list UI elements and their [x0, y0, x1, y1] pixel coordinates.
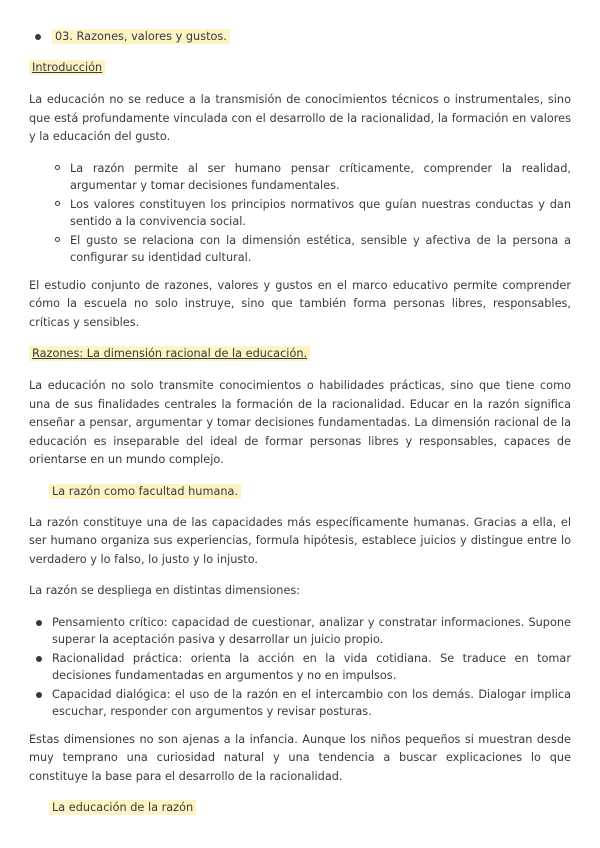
intro-heading-text: Introducción	[29, 60, 105, 75]
list-item-text: Racionalidad práctica: orienta la acción en la vida cotidiana. Se traduce en tomar decisiones fundamentadas en argumentos y no en impulsos.	[52, 651, 571, 682]
circle-bullet-icon	[55, 201, 60, 206]
bullet-icon	[35, 34, 41, 40]
subheading-text: La educación de la razón	[49, 800, 196, 815]
bullet-icon	[36, 692, 42, 698]
bullet-icon	[36, 620, 42, 626]
top-item-text: 03. Razones, valores y gustos.	[52, 29, 230, 44]
circle-bullet-icon	[55, 237, 60, 242]
intro-closing-paragraph: El estudio conjunto de razones, valores y gustos en el marco educativo permite comprender cómo la escuela no solo instruye, sino que también forma personas libres, responsables, críticas y sensibles.	[29, 278, 571, 329]
reason-paragraph: La razón constituye una de las capacidades más específicamente humanas. Gracias a ella, el ser humano organiza sus experiencias, formula hipótesis, establece juicios y distingue entre lo verdadero y lo falso, lo justo y lo injusto.	[29, 515, 571, 566]
section-heading	[29, 345, 571, 363]
intro-heading	[29, 59, 571, 77]
list-item-text: El gusto se relaciona con la dimensión estética, sensible y afectiva de la persona a configurar su identidad cultural.	[70, 233, 571, 264]
list-item	[29, 160, 571, 194]
list-item-text: Pensamiento crítico: capacidad de cuestionar, analizar y constratar informaciones. Supone superar la aceptación pasiva y desarrollar un juicio propio.	[52, 615, 571, 646]
section-heading-text: Razones: La dimensión racional de la educación.	[29, 346, 310, 361]
list-item	[29, 232, 571, 266]
intro-paragraph: La educación no se reduce a la transmisión de conocimientos técnicos o instrumentales, sino que está profundamente vinculada con el desarrollo de la racionalidad, la formación en valores y la educación del gusto.	[29, 93, 571, 143]
list-item	[29, 614, 571, 648]
list-item-text: Los valores constituyen los principios normativos que guían nuestras conductas y dan sentido a la convivencia social.	[70, 197, 571, 228]
subheading-text: La razón como facultad humana.	[49, 484, 241, 499]
list-item	[29, 650, 571, 684]
dimensions-list	[29, 614, 571, 720]
list-item-text: La razón permite al ser humano pensar críticamente, comprender la realidad, argumentar y tomar decisiones fundamentales.	[70, 161, 571, 192]
bullet-icon	[36, 656, 42, 662]
intro-list	[29, 160, 571, 266]
section-paragraph: La educación no solo transmite conocimientos o habilidades prácticas, sino que tiene como una de sus finalidades centrales la formación de la racionalidad. Educar en la razón significa enseñar a pensar, argumentar y tomar decisiones fundamentadas. La dimensión racional de la educación es inseparable del ideal de formar personas libres y responsables, capaces de orientarse en un mundo complejo.	[29, 379, 571, 466]
dimensions-closing-paragraph: Estas dimensiones no son ajenas a la infancia. Aunque los niños pequeños si muestran desde muy temprano una curiosidad natural y una tendencia a buscar explicaciones lo que constituye la base para el desarrollo de la racionalidad.	[29, 732, 571, 783]
list-item-text: Capacidad dialógica: el uso de la razón en el intercambio con los demás. Dialogar implica escuchar, responder con argumentos y revisar posturas.	[52, 687, 571, 718]
subheading-reason-faculty	[29, 483, 571, 501]
subheading-education-of-reason	[29, 799, 571, 817]
list-item	[29, 686, 571, 720]
circle-bullet-icon	[55, 165, 60, 170]
list-item	[29, 196, 571, 230]
top-list-item	[29, 28, 571, 46]
dimensions-intro: La razón se despliega en distintas dimensiones:	[29, 584, 301, 597]
